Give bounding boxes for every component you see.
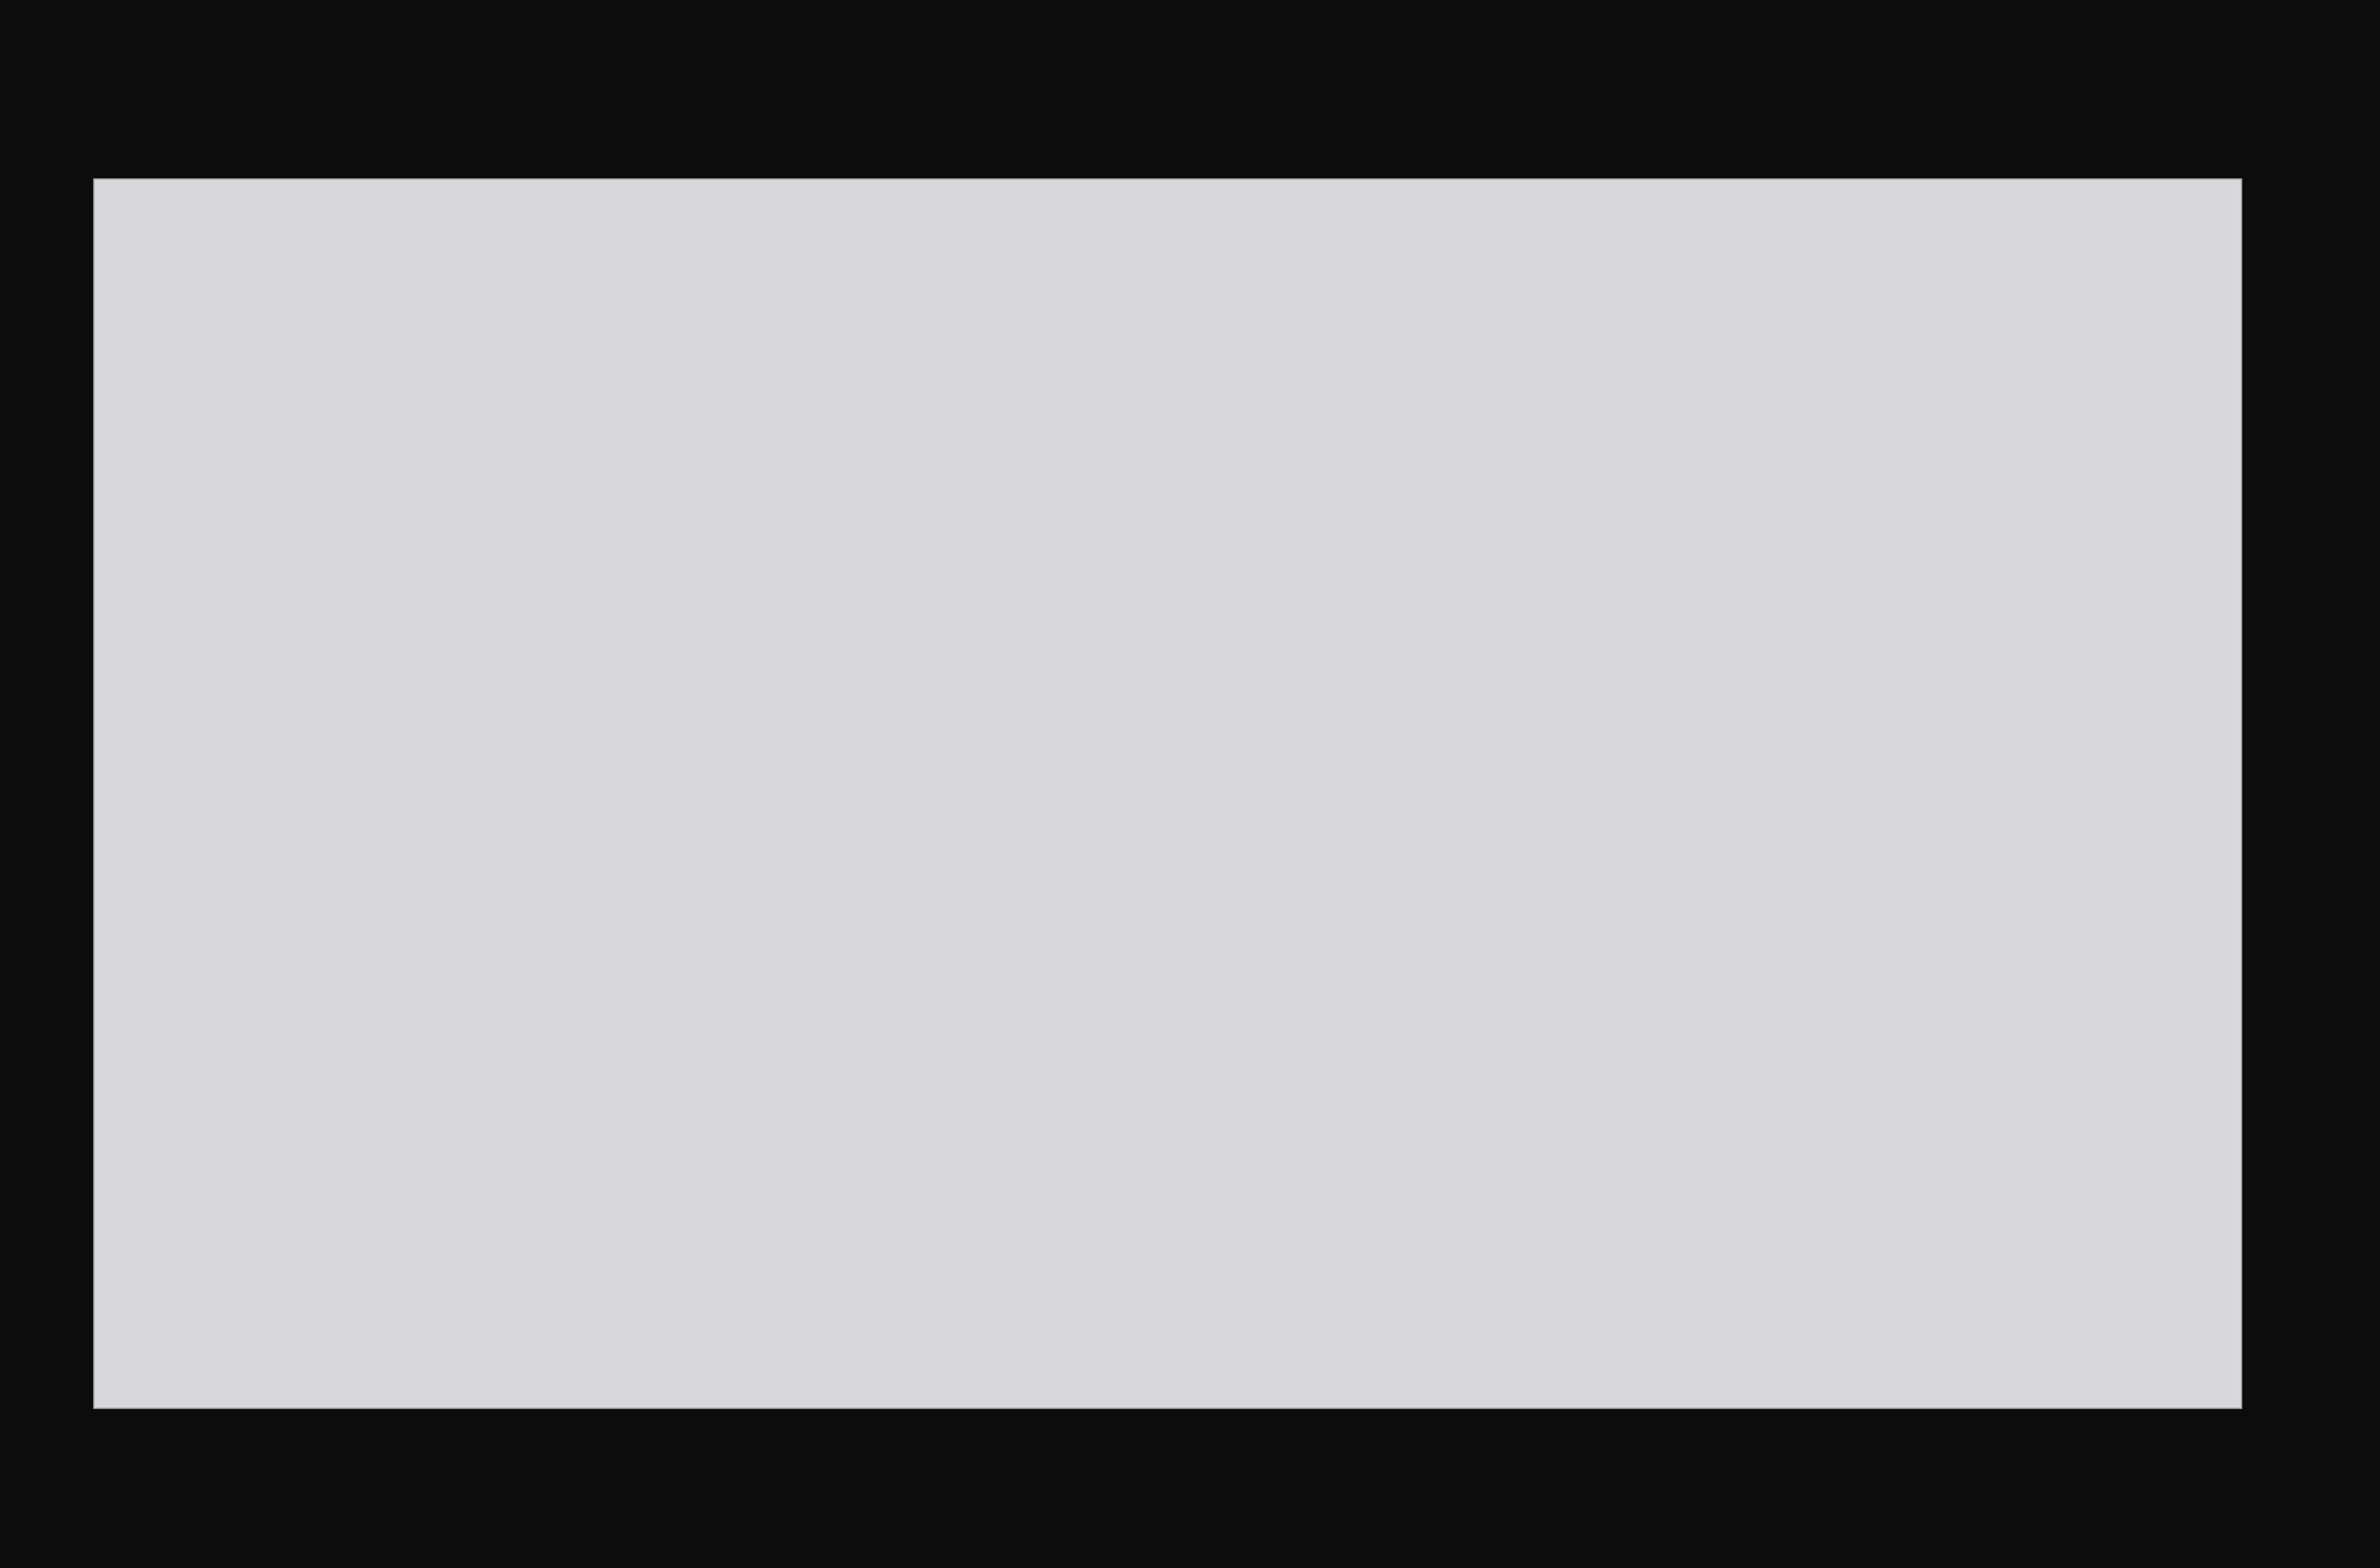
- form-grid: [93, 178, 2242, 1409]
- census-card-sheet: [93, 178, 2242, 1409]
